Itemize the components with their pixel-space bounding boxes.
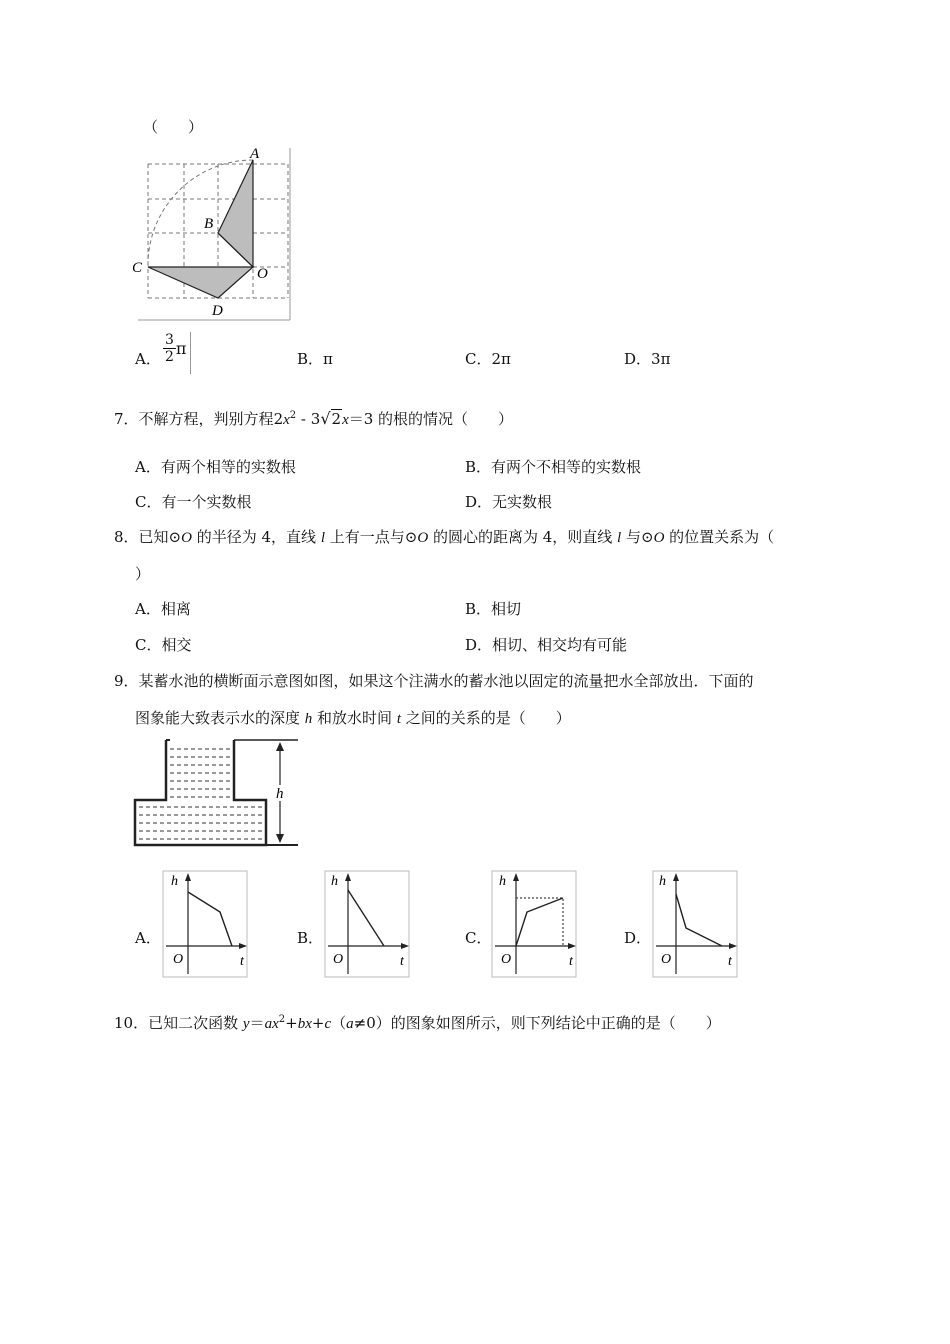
q8-option-a: A．相离 — [135, 600, 191, 618]
svg-text:t: t — [400, 954, 404, 969]
q6-triangle-cod — [148, 267, 253, 298]
q9-graph-c — [487, 868, 579, 980]
q8-option-b: B．相切 — [465, 600, 522, 618]
q6-option-c: C．2π — [465, 350, 511, 368]
svg-text:t: t — [569, 954, 573, 969]
q9-tank-outline — [135, 740, 266, 845]
svg-text:h: h — [331, 874, 338, 889]
svg-text:h: h — [171, 874, 178, 889]
q9-stem-line1: 9．某蓄水池的横断面示意图如图，如果这个注满水的蓄水池以固定的流量把水全部放出．下面的 — [114, 672, 754, 690]
q6-triangle-abo — [218, 160, 253, 267]
q9-graph-c-curve — [516, 898, 563, 946]
q9-graph-a — [158, 868, 250, 980]
q8-option-d: D．相切、相交均有可能 — [465, 636, 628, 654]
q6-paren: （ ） — [143, 118, 204, 136]
q9-option-b: B． — [297, 929, 324, 947]
q8-stem-line2: ） — [135, 565, 151, 583]
q9-tank-figure — [130, 737, 302, 849]
q6-label-b: B — [204, 216, 214, 232]
q9-tank-h-label: h — [276, 786, 284, 802]
q8-stem: 8．已知⊙O 的半径为 4，直线 l 上有一点与⊙O 的圆心的距离为 4，则直线 l 与⊙O 的位置关系为（ — [114, 528, 775, 546]
q9-graph-b — [320, 868, 412, 980]
q6-option-d: D．3π — [624, 350, 671, 368]
q6-option-a: A． — [135, 350, 161, 368]
q6-label-o: O — [257, 266, 268, 282]
q9-graph-a-curve — [188, 892, 232, 946]
q9-water-lines — [139, 749, 264, 839]
q7-stem: 7．不解方程，判别方程$2x^2 - 3√2x=3$ 的根的情况（ ） — [114, 409, 514, 428]
q6-label-c: C — [132, 260, 143, 276]
q6-label-d: D — [212, 303, 223, 319]
q9-graph-d — [648, 868, 740, 980]
q6-fraction: $\frac{3}{2}$ — [165, 332, 174, 365]
svg-text:t: t — [728, 954, 732, 969]
q7-option-b: B．有两个不相等的实数根 — [465, 458, 642, 476]
svg-text:O: O — [173, 952, 184, 967]
q6-label-a: A — [250, 146, 260, 162]
q9-graph-d-curve — [676, 894, 722, 946]
svg-text:O: O — [661, 952, 672, 967]
q7-option-d: D．无实数根 — [465, 493, 553, 511]
q6-option-a-value: $\frac{3}{2}$ π — [163, 332, 191, 374]
q6-option-b: B．π — [297, 350, 333, 368]
q9-option-c: C． — [465, 929, 492, 947]
svg-text:h: h — [499, 874, 506, 889]
q9-graph-b-curve — [348, 890, 384, 946]
svg-text:O: O — [501, 952, 512, 967]
q9-option-a: A． — [135, 929, 161, 947]
svg-text:O: O — [333, 952, 344, 967]
svg-text:h: h — [659, 874, 666, 889]
q8-option-c: C．相交 — [135, 636, 192, 654]
q7-option-a: A．有两个相等的实数根 — [135, 458, 296, 476]
q9-stem-line2: 图象能大致表示水的深度 h 和放水时间 t 之间的关系的是（ ） — [135, 709, 571, 727]
q10-stem: 10．已知二次函数 $y=ax^2+bx+c(a\ne 0)$的图象如图所示，则下列结论中正确的是（ ） — [114, 1014, 721, 1032]
q9-option-d: D． — [624, 929, 652, 947]
q6-grid-figure — [128, 140, 298, 322]
q7-option-c: C．有一个实数根 — [135, 493, 252, 511]
svg-text:t: t — [240, 954, 244, 969]
